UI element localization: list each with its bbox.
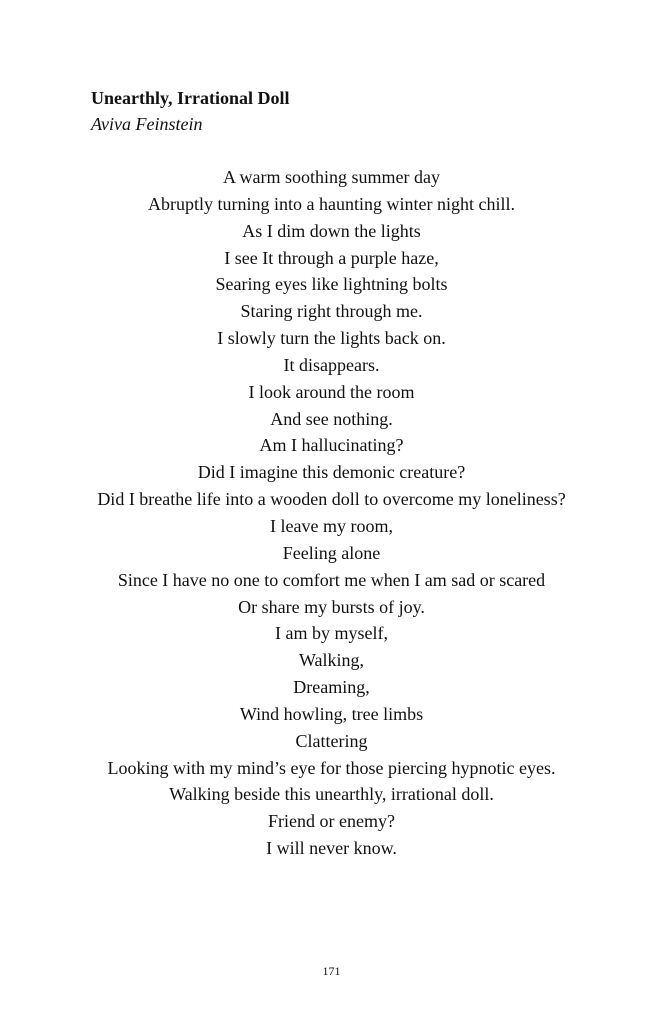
poem-line: It disappears. [283, 354, 380, 375]
poem-line: As I dim down the lights [242, 220, 421, 241]
poem-title: Unearthly, Irrational Doll [91, 88, 290, 108]
poem-line: I see It through a purple haze, [224, 247, 439, 268]
poem-line: Abruptly turning into a haunting winter night chill. [148, 193, 515, 214]
poem-line: Dreaming, [293, 677, 370, 698]
page-number: 171 [322, 964, 341, 978]
poem-line: I leave my room, [270, 515, 393, 536]
poem-line: I look around the room [248, 381, 415, 402]
poem-body [40, 164, 623, 862]
poem-line: Did I breathe life into a wooden doll to overcome my loneliness? [97, 489, 566, 510]
poem-line: I am by myself, [275, 623, 388, 644]
poem-line: A warm soothing summer day [223, 167, 440, 187]
poem-line: Feeling alone [282, 542, 381, 563]
poem-line: Staring right through me. [240, 301, 423, 322]
poem-author: Aviva Feinstein [91, 114, 203, 134]
poem-line: Am I hallucinating? [259, 435, 404, 456]
poem-line: Searing eyes like lightning bolts [215, 274, 448, 295]
poem-line: Wind howling, tree limbs [239, 703, 424, 724]
poem-line: I slowly turn the lights back on. [217, 328, 446, 349]
poem-line: Or share my bursts of joy. [238, 596, 425, 617]
poem-line: Looking with my mind’s eye for those piercing hypnotic eyes. [107, 757, 556, 778]
poem-line: Walking, [298, 650, 365, 671]
poem-line: Since I have no one to comfort me when I am sad or scared [117, 569, 546, 590]
poem-line: I will never know. [266, 838, 397, 859]
poem-line: Clattering [295, 730, 368, 751]
poem-line: And see nothing. [270, 408, 393, 429]
poem-line: Friend or enemy? [268, 811, 395, 832]
poem-line: Did I imagine this demonic creature? [197, 462, 466, 483]
poem-line: Walking beside this unearthly, irrational doll. [169, 784, 494, 805]
